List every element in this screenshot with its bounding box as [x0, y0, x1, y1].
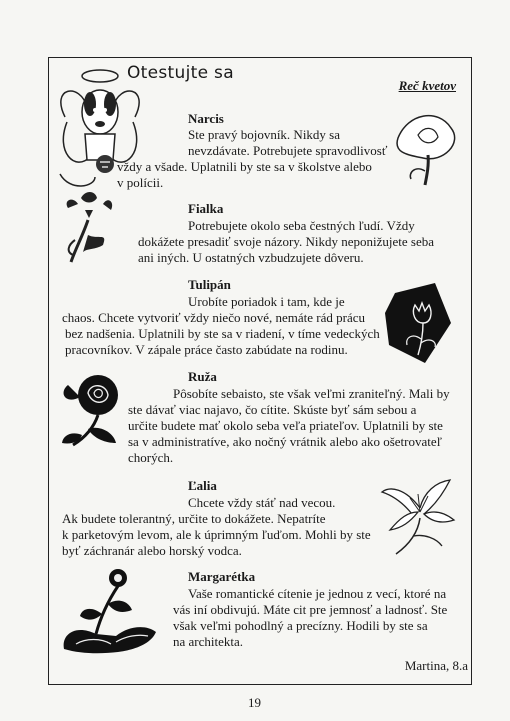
section-line: Chcete vždy stáť nad vecou. — [188, 495, 336, 510]
article-subject: Reč kvetov — [398, 78, 456, 93]
section-line: Ste pravý bojovník. Nikdy sa — [188, 127, 341, 142]
section-line: určite budete mať okolo seba veľa priateľov. Uplatnili by ste — [128, 418, 443, 433]
section-line: k parketovým levom, ale k úprimným ľuďom. Mohli by ste — [62, 527, 371, 542]
flower-name-ruza: Ruža — [188, 369, 217, 384]
section-line: vždy a všade. Uplatnili by ste sa v školstve alebo — [117, 159, 372, 174]
section-line: ani iných. U ostatných vzbudzujete dôveru. — [138, 250, 364, 265]
rose-icon — [58, 365, 133, 450]
section-line: byť záchranár alebo horský vodca. — [62, 543, 242, 558]
section-line: dokážete presadiť svoje názory. Nikdy neponižujete seba — [138, 234, 435, 249]
flower-name-narcis: Narcis — [188, 111, 224, 126]
section-line: Urobíte poriadok i tam, kde je — [188, 294, 345, 309]
section-line: Pôsobíte sebaisto, ste však veľmi zraniteľný. Mali by — [173, 386, 450, 401]
section-line: Potrebujete okolo seba čestných ľudí. Vždy — [188, 218, 415, 233]
flower-name-lalia: Ľalia — [188, 478, 217, 493]
page-number: 19 — [248, 695, 261, 710]
violet-icon — [63, 190, 118, 265]
section-line: chorých. — [128, 450, 174, 465]
section-line: však veľmi pohodlný a precízny. Hodili by ste sa — [173, 618, 428, 633]
author-signature: Martina, 8.a — [404, 658, 468, 673]
lily-icon — [380, 478, 460, 558]
tulip-icon — [385, 283, 453, 363]
section-line: chaos. Chcete vytvoriť vždy niečo nové, nemáte rád prácu — [62, 310, 365, 325]
flower-name-margaretka: Margarétka — [188, 569, 256, 584]
flower-name-fialka: Fialka — [188, 201, 224, 216]
section-line: bez nadšenia. Uplatnili by ste sa v riadení, v tíme vedeckých — [65, 326, 380, 341]
flower-name-tulipan: Tulipán — [188, 277, 231, 292]
section-line: ste dávať viac najavo, čo cítite. Skúste byť sám sebou a — [128, 402, 417, 417]
page-title: Otestujte sa — [127, 63, 234, 83]
narcissus-icon — [393, 113, 463, 188]
section-line: na architekta. — [173, 634, 244, 649]
section-line: sa v administratíve, ako nočný vrátnik alebo ako ošetrovateľ — [128, 434, 442, 449]
section-line: vás iní obdivujú. Máte cit pre jemnosť a ladnosť. Ste — [173, 602, 448, 617]
section-line: nevzdávate. Potrebujete spravodlivosť — [188, 143, 388, 158]
section-line: Vaše romantické cítenie je jednou z vecí, ktoré na — [188, 586, 447, 601]
section-line: Ak budete tolerantný, určite to dokážete. Nepatríte — [62, 511, 326, 526]
daisy-ornament-icon — [56, 564, 166, 659]
section-line: pracovníkov. V zápale práce často zabúdate na rodinu. — [65, 342, 348, 357]
section-line: v polícii. — [117, 175, 164, 190]
